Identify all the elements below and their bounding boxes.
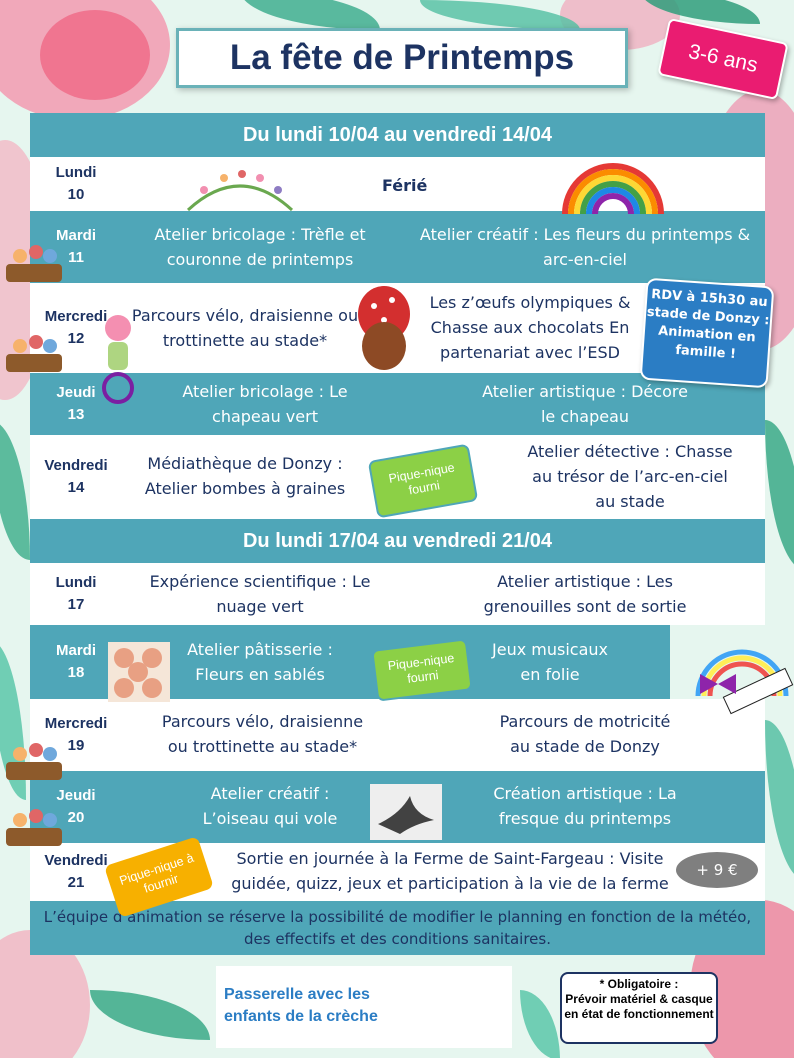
activity-left: Atelier bricolage : Le chapeau vert — [182, 382, 348, 426]
activity-left: Expérience scientifique : Le nuage vert — [149, 572, 371, 616]
age-label: 3-6 ans — [686, 39, 760, 78]
day-label: Mercredi 12 — [44, 308, 108, 347]
planning-note: L’équipe d’animation se réserve la possibilité de modifier le planning en fonction de la météo, des effectifs et des conditions sanitaires. — [30, 901, 765, 955]
cookies-image — [108, 642, 170, 702]
passerelle-box — [216, 966, 512, 1048]
activity-right: Création artistique : La fresque du printemps — [493, 784, 677, 828]
week-2-header: Du lundi 17/04 au vendredi 21/04 — [30, 519, 765, 563]
day-row-mercredi-19 — [30, 699, 765, 771]
activity-left: Parcours vélo, draisienne ou trottinette au stade* — [161, 712, 364, 756]
day-row-mardi-11 — [30, 211, 765, 283]
day-row-lundi-17 — [30, 563, 765, 625]
day-label: Vendredi 21 — [44, 852, 108, 891]
bridge-kids-image — [4, 240, 64, 284]
day-label: Mardi 11 — [55, 227, 96, 266]
activity-left: Parcours vélo, draisienne ou trottinette au stade* — [131, 306, 359, 350]
obligatoire-text: Prévoir matériel & casque en état de fonctionnement — [564, 992, 714, 1021]
day-label: Lundi 10 — [55, 164, 97, 203]
obligatoire-box — [560, 972, 718, 1044]
outing-activity: Sortie en journée à la Ferme de Saint-Fargeau : Visite guidée, quizz, jeux et participation à la vie de la ferme — [231, 849, 669, 893]
activity-right: Parcours de motricité au stade de Donzy — [499, 712, 671, 756]
child-bike-image — [96, 312, 142, 404]
bird-image — [370, 784, 442, 840]
day-label: Jeudi 20 — [56, 787, 96, 826]
title-box — [176, 28, 628, 88]
activity-left: Médiathèque de Donzy : Atelier bombes à graines — [144, 454, 346, 498]
flower-wreath-image — [180, 166, 300, 212]
picnic-badge-2: Pique-nique fourni — [371, 638, 473, 701]
activity-right: Atelier créatif : Les fleurs du printemps & arc-en-ciel — [419, 225, 751, 269]
picnic-badge-1: Pique-nique fourni — [368, 444, 479, 519]
activity-right: Jeux musicaux en folie — [492, 640, 608, 684]
activity-right: Atelier artistique : Les grenouilles sont de sortie — [483, 572, 687, 616]
day-label: Mardi 18 — [55, 642, 96, 681]
activity-left: Atelier bricolage : Trèfle et couronne de printemps — [154, 225, 366, 269]
day-label: Lundi 17 — [55, 574, 97, 613]
rdv-badge: RDV à 15h30 au stade de Donzy : Animation en famille ! — [640, 278, 775, 389]
rainbow-image — [560, 160, 666, 214]
day-label: Mercredi 19 — [44, 715, 108, 754]
passerelle-text: Passerelle avec les enfants de la crèche — [224, 986, 378, 1025]
activity-left: Atelier pâtisserie : Fleurs en sablés — [187, 640, 333, 684]
price-badge: + 9 € — [676, 852, 758, 888]
week-1-header: Du lundi 10/04 au vendredi 14/04 — [30, 113, 765, 157]
activity-right: Atelier détective : Chasse au trésor de l’arc-en-ciel au stade — [527, 442, 733, 511]
music-rainbow-image — [684, 626, 794, 722]
day-label: Vendredi 14 — [44, 457, 108, 496]
chocolate-egg-image — [354, 284, 416, 374]
page-title: La fête de Printemps — [229, 38, 575, 77]
bridge-kids-image — [4, 804, 64, 848]
activity-right: Atelier artistique : Décore le chapeau — [482, 382, 688, 426]
day-label: Jeudi 13 — [56, 384, 96, 423]
obligatoire-title: * Obligatoire : — [599, 977, 679, 991]
activity-left: Atelier créatif : L’oiseau qui vole — [202, 784, 338, 828]
activity-right: Les z’œufs olympiques & Chasse aux chocolats En partenariat avec l’ESD — [429, 293, 631, 362]
bridge-kids-image — [4, 330, 64, 374]
ferie-label: Férié — [382, 176, 428, 195]
picnic-badge-3: Pique-nique à fournir — [104, 836, 214, 918]
bridge-kids-image — [4, 738, 64, 782]
